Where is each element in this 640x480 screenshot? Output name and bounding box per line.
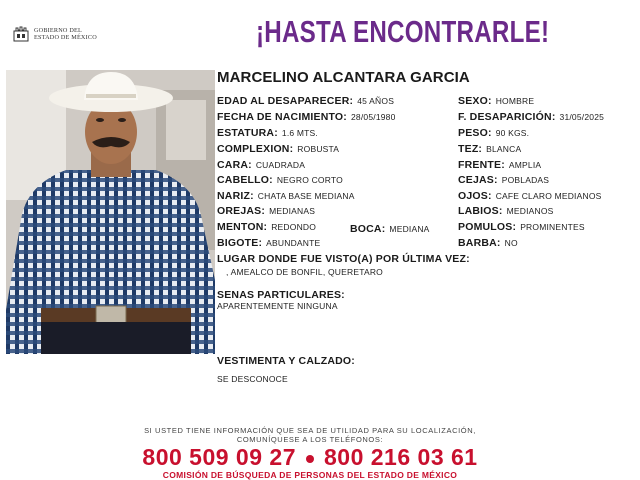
field-boca: [350, 223, 430, 236]
field-label: LABIOS:: [458, 205, 503, 217]
field-label: POMULOS:: [458, 221, 517, 233]
field-orejas: [217, 205, 315, 218]
field-label: COMPLEXION:: [217, 143, 294, 155]
field-value: 90 KGS.: [495, 128, 530, 138]
field-value: MEDIANOS: [506, 206, 554, 216]
last-seen-value: , AMEALCO DE BONFIL, QUERETARO: [226, 267, 383, 277]
field-cabello: [217, 174, 343, 187]
senas-value: APARENTEMENTE NINGUNA: [217, 301, 338, 311]
field-label: CABELLO:: [217, 174, 273, 186]
field-label: BARBA:: [458, 237, 501, 249]
person-photo-illustration: [6, 70, 215, 354]
footer-note-line-1: SI USTED TIENE INFORMACIÓN QUE SEA DE UTILIDAD PARA SU LOCALIZACIÓN,: [144, 426, 476, 435]
field-label: TEZ:: [458, 143, 483, 155]
vestimenta-label: VESTIMENTA Y CALZADO:: [217, 355, 355, 367]
field-value: AMPLIA: [508, 160, 542, 170]
headline: ¡HASTA ENCONTRARLE!: [256, 14, 550, 49]
field-value: MEDIANAS: [269, 206, 316, 216]
missing-person-photo: [6, 70, 215, 354]
field-sexo: [458, 95, 534, 108]
field-cejas: [458, 174, 549, 187]
field-value: 28/05/1980: [351, 112, 396, 122]
last-seen-label: LUGAR DONDE FUE VISTO(A) POR ÚLTIMA VEZ:: [217, 253, 470, 265]
state-coat-of-arms-icon: [12, 25, 30, 43]
field-value: CUADRADA: [255, 160, 306, 170]
field-value: CAFE CLARO MEDIANOS: [495, 191, 602, 201]
field-label: CARA:: [217, 159, 252, 171]
field-value: BLANCA: [486, 144, 522, 154]
field-bigote: [217, 237, 320, 250]
field-peso: [458, 127, 529, 140]
field-label: FRENTE:: [458, 159, 505, 171]
field-label: CEJAS:: [458, 174, 498, 186]
field-menton: [217, 221, 316, 234]
field-value: CHATA BASE MEDIANA: [257, 191, 355, 201]
field-nariz: [217, 190, 355, 203]
field-value: MEDIANA: [389, 224, 430, 234]
field-value: POBLADAS: [501, 175, 550, 185]
logo-line-1: GOBIERNO DEL: [34, 27, 82, 34]
field-edad: [217, 95, 394, 108]
logo-line-2: ESTADO DE MÉXICO: [34, 34, 97, 41]
field-label: OREJAS:: [217, 205, 266, 217]
bullet-dot-icon: [306, 455, 314, 463]
field-labios: [458, 205, 554, 218]
field-label: MENTON:: [217, 221, 268, 233]
field-label: F. DESAPARICIÓN:: [458, 111, 556, 123]
field-label: NARIZ:: [217, 190, 254, 202]
phone-number-1[interactable]: 800 509 09 27: [142, 444, 296, 470]
footer-note-line-2: COMUNÍQUESE A LOS TELÉFONOS:: [236, 435, 384, 444]
field-value: HOMBRE: [495, 96, 535, 106]
field-fecha-desaparicion: [458, 111, 604, 124]
phone-numbers: [0, 444, 620, 471]
field-complexion: [217, 143, 339, 156]
field-fecha-nacimiento: [217, 111, 396, 124]
field-value: ROBUSTA: [297, 144, 340, 154]
field-tez: [458, 143, 521, 156]
field-label: ESTATURA:: [217, 127, 278, 139]
field-pomulos: [458, 221, 585, 234]
field-frente: [458, 159, 541, 172]
commission-name: COMISIÓN DE BÚSQUEDA DE PERSONAS DEL ESTADO DE MÉXICO: [162, 470, 458, 480]
field-label: BIGOTE:: [217, 237, 263, 249]
field-ojos: [458, 190, 602, 203]
field-value: 31/05/2025: [559, 112, 605, 122]
field-cara: [217, 159, 305, 172]
logo-text: [34, 27, 97, 41]
field-value: REDONDO: [271, 222, 317, 232]
field-estatura: [217, 127, 318, 140]
phone-number-2[interactable]: 800 216 03 61: [324, 444, 478, 470]
field-value: 1.6 MTS.: [281, 128, 318, 138]
field-label: BOCA:: [350, 223, 386, 235]
field-label: FECHA DE NACIMIENTO:: [217, 111, 347, 123]
vestimenta-value: SE DESCONOCE: [217, 374, 288, 384]
person-name: MARCELINO ALCANTARA GARCIA: [217, 69, 470, 86]
field-barba: [458, 237, 518, 250]
senas-label: SENAS PARTICULARES:: [217, 289, 345, 301]
field-value: NO: [504, 238, 518, 248]
field-value: 45 AÑOS: [357, 96, 395, 106]
field-value: NEGRO CORTO: [276, 175, 343, 185]
field-value: ABUNDANTE: [266, 238, 321, 248]
government-logo: [12, 23, 132, 45]
field-label: OJOS:: [458, 190, 492, 202]
field-value: PROMINENTES: [520, 222, 585, 232]
field-label: PESO:: [458, 127, 492, 139]
field-label: SEXO:: [458, 95, 492, 107]
field-label: EDAD AL DESAPARECER:: [217, 95, 354, 107]
